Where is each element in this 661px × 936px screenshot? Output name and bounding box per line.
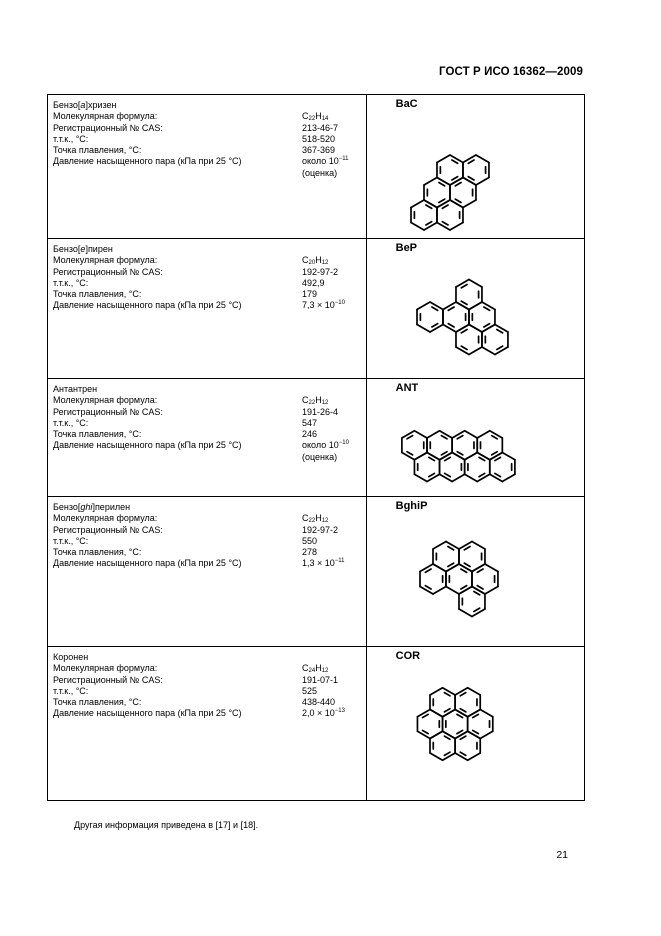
double-bond-line <box>422 714 428 717</box>
double-bond-line <box>479 457 485 460</box>
bond-line <box>455 731 468 738</box>
double-bond-line <box>448 563 454 566</box>
double-bond-line <box>461 301 467 304</box>
bond-line <box>482 302 495 310</box>
double-bond-line <box>444 736 450 739</box>
compound-abbr: BeP <box>395 242 418 254</box>
double-bond-line <box>441 452 447 455</box>
mp-label: Точка плавления, °С: <box>53 697 142 708</box>
structure-ant-icon <box>367 379 585 497</box>
table-row <box>48 497 585 647</box>
formula-label: Молекулярная формула: <box>53 255 158 266</box>
standard-header: ГОСТ Р ИСО 16362—2009 <box>438 66 583 78</box>
bond-line <box>463 178 476 186</box>
formula-label: Молекулярная формула: <box>53 663 158 674</box>
cas-label: Регистрационный № CAS: <box>53 266 163 277</box>
cas-value: 192-97-2 <box>302 266 339 277</box>
table-row <box>48 647 585 801</box>
vp-label: Давление насыщенного пара (кПа при 25 °С) <box>53 558 242 569</box>
cas-label: Регистрационный № CAS: <box>53 406 163 417</box>
double-bond-line <box>474 608 480 611</box>
double-bond-line <box>432 324 438 327</box>
bond-line <box>433 542 446 550</box>
formula-value: $C_{22}H_{12}$ <box>302 395 329 407</box>
bond-line <box>417 710 430 717</box>
bond-line <box>424 200 437 208</box>
double-bond-line <box>441 436 447 439</box>
structure-cor-icon <box>367 647 585 801</box>
compound-name: Бензо[ghi]перилен <box>53 502 131 512</box>
bond-line <box>452 431 465 438</box>
vp-value: около $10^{-10}$ <box>302 440 349 451</box>
double-bond-line <box>452 177 458 180</box>
bond-line <box>450 178 463 186</box>
bond-line <box>427 474 440 481</box>
bond-line <box>430 688 443 695</box>
double-bond-line <box>496 330 502 333</box>
double-bond-line <box>460 709 466 712</box>
double-bond-line <box>439 183 445 186</box>
table-row <box>48 379 585 497</box>
bond-line <box>472 587 485 595</box>
bond-line <box>476 155 489 163</box>
double-bond-line <box>477 586 483 589</box>
mp-value: 179 <box>302 289 318 300</box>
bond-line <box>411 223 424 231</box>
bond-line <box>433 587 446 595</box>
bond-line <box>402 453 415 460</box>
double-bond-line <box>474 592 480 595</box>
double-bond-line <box>428 457 434 460</box>
structure-cell <box>366 95 584 239</box>
bond-line <box>459 587 472 595</box>
bond-line <box>437 223 450 231</box>
bond-line <box>437 178 450 186</box>
footer-note: Другая информация приведена в [17] и [18]. <box>74 820 259 830</box>
structure-bep-icon <box>367 239 585 379</box>
bond-line <box>402 431 415 438</box>
cas-label: Регистрационный № CAS: <box>53 122 163 133</box>
compound-name: Бензо[e]пирен <box>53 244 113 254</box>
bond-line <box>472 609 485 617</box>
bp-value: 492,9 <box>302 277 325 288</box>
double-bond-line <box>455 183 461 186</box>
bond-line <box>476 178 489 186</box>
double-bond-line <box>464 547 470 550</box>
formula-value: $C_{24}H_{12}$ <box>302 663 329 675</box>
bond-line <box>430 753 443 760</box>
bond-line <box>452 453 465 460</box>
structure-bghip-icon <box>367 497 585 647</box>
double-bond-line <box>472 730 478 733</box>
cas-label: Регистрационный № CAS: <box>53 524 163 535</box>
double-bond-line <box>491 436 497 439</box>
bond-line <box>464 474 477 481</box>
structure-cell <box>366 497 584 647</box>
double-bond-line <box>461 330 467 333</box>
bond-line <box>439 453 452 460</box>
cas-value: 192-97-2 <box>302 524 339 535</box>
double-bond-line <box>457 436 463 439</box>
bp-label: т.т.к., °С: <box>53 417 89 428</box>
bond-line <box>439 431 452 438</box>
bond-line <box>450 200 463 208</box>
double-bond-line <box>442 205 448 208</box>
structure-cell <box>366 239 584 379</box>
bond-line <box>455 710 468 717</box>
bond-line <box>442 753 455 760</box>
double-bond-line <box>425 586 431 589</box>
cas-value: 191-26-4 <box>302 406 339 417</box>
formula-value: $C_{22}H_{14}$ <box>302 111 329 123</box>
bond-line <box>502 474 515 481</box>
double-bond-line <box>448 307 454 310</box>
double-bond-line <box>452 160 458 163</box>
bond-line <box>489 431 502 438</box>
mp-label: Точка плавления, °С: <box>53 289 142 300</box>
bp-label: т.т.к., °С: <box>53 685 89 696</box>
double-bond-line <box>468 160 474 163</box>
bond-line <box>452 474 465 481</box>
bond-line <box>469 280 482 288</box>
formula-value <box>302 502 345 513</box>
page-number: 21 <box>556 849 568 861</box>
double-bond-line <box>426 222 432 225</box>
bp-label: т.т.к., °С: <box>53 133 89 144</box>
compounds-table <box>47 94 585 801</box>
bond-line <box>495 325 508 333</box>
compound-info-cell <box>48 647 367 801</box>
bond-line <box>417 731 430 738</box>
structure-cell <box>366 647 584 801</box>
formula-value <box>302 384 349 395</box>
bond-line <box>430 302 443 310</box>
cas-value: 191-07-1 <box>302 674 339 685</box>
double-bond-line <box>442 222 448 225</box>
bond-line <box>442 731 455 738</box>
bond-line <box>455 753 468 760</box>
bond-line <box>437 155 450 163</box>
formula-value <box>302 652 345 663</box>
double-bond-line <box>461 586 467 589</box>
bond-line <box>464 431 477 438</box>
bond-line <box>417 325 430 333</box>
mp-label: Точка плавления, °С: <box>53 429 142 440</box>
double-bond-line <box>461 346 467 349</box>
double-bond-line <box>448 324 454 327</box>
mp-label: Точка плавления, °С: <box>53 145 142 156</box>
bond-line <box>424 223 437 231</box>
double-bond-line <box>444 752 450 755</box>
double-bond-line <box>460 752 466 755</box>
double-bond-line <box>484 307 490 310</box>
compound-name: Бензо[a]хризен <box>53 100 117 110</box>
double-bond-line <box>457 714 463 717</box>
double-bond-line <box>495 473 501 476</box>
double-bond-line <box>495 457 501 460</box>
bond-line <box>446 564 459 572</box>
bond-line <box>430 731 443 738</box>
bond-line <box>439 474 452 481</box>
compound-info-cell <box>48 95 367 239</box>
double-bond-line <box>432 307 438 310</box>
formula-value: $C_{22}H_{12}$ <box>302 513 329 525</box>
double-bond-line <box>407 436 413 439</box>
bond-line <box>455 688 468 695</box>
bond-line <box>459 564 472 572</box>
double-bond-line <box>439 199 445 202</box>
bond-line <box>467 753 480 760</box>
bond-line <box>427 453 440 460</box>
mp-value: 278 <box>302 547 318 558</box>
bond-line <box>482 347 495 355</box>
bond-line <box>442 688 455 695</box>
double-bond-line <box>455 199 461 202</box>
double-bond-line <box>457 730 463 733</box>
compound-abbr: BaC <box>395 98 418 110</box>
vp-value: $2,0 \times 10^{-13}$ <box>302 708 345 719</box>
bp-value: 547 <box>302 417 318 428</box>
bond-line <box>485 587 498 595</box>
double-bond-line <box>460 693 466 696</box>
bond-line <box>463 200 476 208</box>
bond-line <box>424 178 437 186</box>
bond-line <box>446 542 459 550</box>
structure-bac-icon <box>367 95 585 239</box>
compound-info-cell <box>48 497 367 647</box>
double-bond-line <box>491 452 497 455</box>
double-bond-line <box>472 714 478 717</box>
formula-label: Молекулярная формула: <box>53 111 158 122</box>
bond-line <box>456 280 469 288</box>
vp-note: (оценка) <box>302 167 338 178</box>
vp-label: Давление насыщенного пара (кПа при 25 °С) <box>53 708 242 719</box>
bond-line <box>485 564 498 572</box>
double-bond-line <box>479 473 485 476</box>
bp-value: 518-520 <box>302 133 336 144</box>
bond-line <box>433 564 446 572</box>
formula-value <box>302 244 345 255</box>
bond-line <box>443 325 456 333</box>
formula-label: Молекулярная формула: <box>53 513 158 524</box>
formula-value: $C_{20}H_{12}$ <box>302 255 329 267</box>
bond-line <box>420 564 433 572</box>
bond-line <box>450 223 463 231</box>
mp-value: 246 <box>302 429 318 440</box>
double-bond-line <box>407 452 413 455</box>
bond-line <box>459 542 472 550</box>
bond-line <box>467 731 480 738</box>
vp-value: около $10^{-11}$ <box>302 156 349 167</box>
bond-line <box>414 453 427 460</box>
double-bond-line <box>425 569 431 572</box>
bond-line <box>456 325 469 333</box>
double-bond-line <box>461 285 467 288</box>
cas-label: Регистрационный № CAS: <box>53 674 163 685</box>
table-row <box>48 239 585 379</box>
bond-line <box>450 155 463 163</box>
table-row <box>48 95 585 239</box>
bond-line <box>414 431 427 438</box>
bond-line <box>414 474 427 481</box>
bond-line <box>489 453 502 460</box>
bond-line <box>464 453 477 460</box>
double-bond-line <box>428 473 434 476</box>
cas-value: 213-46-7 <box>302 122 339 133</box>
double-bond-line <box>457 452 463 455</box>
bond-line <box>456 302 469 310</box>
bond-line <box>430 710 443 717</box>
compound-abbr: BghiP <box>395 500 428 512</box>
mp-value: 438-440 <box>302 697 336 708</box>
bond-line <box>472 564 485 572</box>
bond-line <box>489 474 502 481</box>
structure-cell <box>366 379 584 497</box>
bond-line <box>456 347 469 355</box>
compound-name: Антантрен <box>53 384 98 394</box>
bond-line <box>480 710 493 717</box>
bond-line <box>469 302 482 310</box>
bond-line <box>482 325 495 333</box>
double-bond-line <box>444 693 450 696</box>
vp-label: Давление насыщенного пара (кПа при 25 °С) <box>53 440 242 451</box>
double-bond-line <box>460 736 466 739</box>
compound-abbr: COR <box>395 650 421 662</box>
double-bond-line <box>461 569 467 572</box>
double-bond-line <box>444 473 450 476</box>
bp-label: т.т.к., °С: <box>53 277 89 288</box>
double-bond-line <box>426 205 432 208</box>
bond-line <box>477 431 490 438</box>
bond-line <box>469 347 482 355</box>
bond-line <box>502 453 515 460</box>
bond-line <box>459 609 472 617</box>
bond-line <box>430 325 443 333</box>
double-bond-line <box>477 569 483 572</box>
double-bond-line <box>484 324 490 327</box>
bond-line <box>495 347 508 355</box>
compound-info-cell <box>48 379 367 497</box>
bond-line <box>469 325 482 333</box>
bond-line <box>437 200 450 208</box>
double-bond-line <box>448 547 454 550</box>
formula-label: Молекулярная формула: <box>53 395 158 406</box>
bond-line <box>442 710 455 717</box>
vp-note: (оценка) <box>302 451 338 462</box>
bond-line <box>443 302 456 310</box>
double-bond-line <box>496 346 502 349</box>
vp-value: $1,3 \times 10^{-11}$ <box>302 558 345 569</box>
mp-value: 367-369 <box>302 145 336 156</box>
bp-label: т.т.к., °С: <box>53 535 89 546</box>
double-bond-line <box>464 563 470 566</box>
vp-value: $7,3 \times 10^{-10}$ <box>302 300 345 311</box>
bond-line <box>467 710 480 717</box>
bond-line <box>472 542 485 550</box>
bond-line <box>480 731 493 738</box>
double-bond-line <box>444 709 450 712</box>
bond-line <box>427 431 440 438</box>
bond-line <box>463 155 476 163</box>
bond-line <box>446 587 459 595</box>
compound-abbr: ANT <box>395 382 419 394</box>
bond-line <box>411 200 424 208</box>
bond-line <box>420 587 433 595</box>
bond-line <box>477 453 490 460</box>
double-bond-line <box>444 457 450 460</box>
vp-label: Давление насыщенного пара (кПа при 25 °С) <box>53 156 242 167</box>
compound-name: Коронен <box>53 652 89 662</box>
bond-line <box>417 302 430 310</box>
double-bond-line <box>422 730 428 733</box>
compound-info-cell <box>48 239 367 379</box>
formula-value <box>302 100 348 111</box>
bp-value: 525 <box>302 685 318 696</box>
vp-label: Давление насыщенного пара (кПа при 25 °С) <box>53 300 242 311</box>
mp-label: Точка плавления, °С: <box>53 547 142 558</box>
bond-line <box>467 688 480 695</box>
double-bond-line <box>468 177 474 180</box>
bond-line <box>477 474 490 481</box>
bp-value: 550 <box>302 535 318 546</box>
